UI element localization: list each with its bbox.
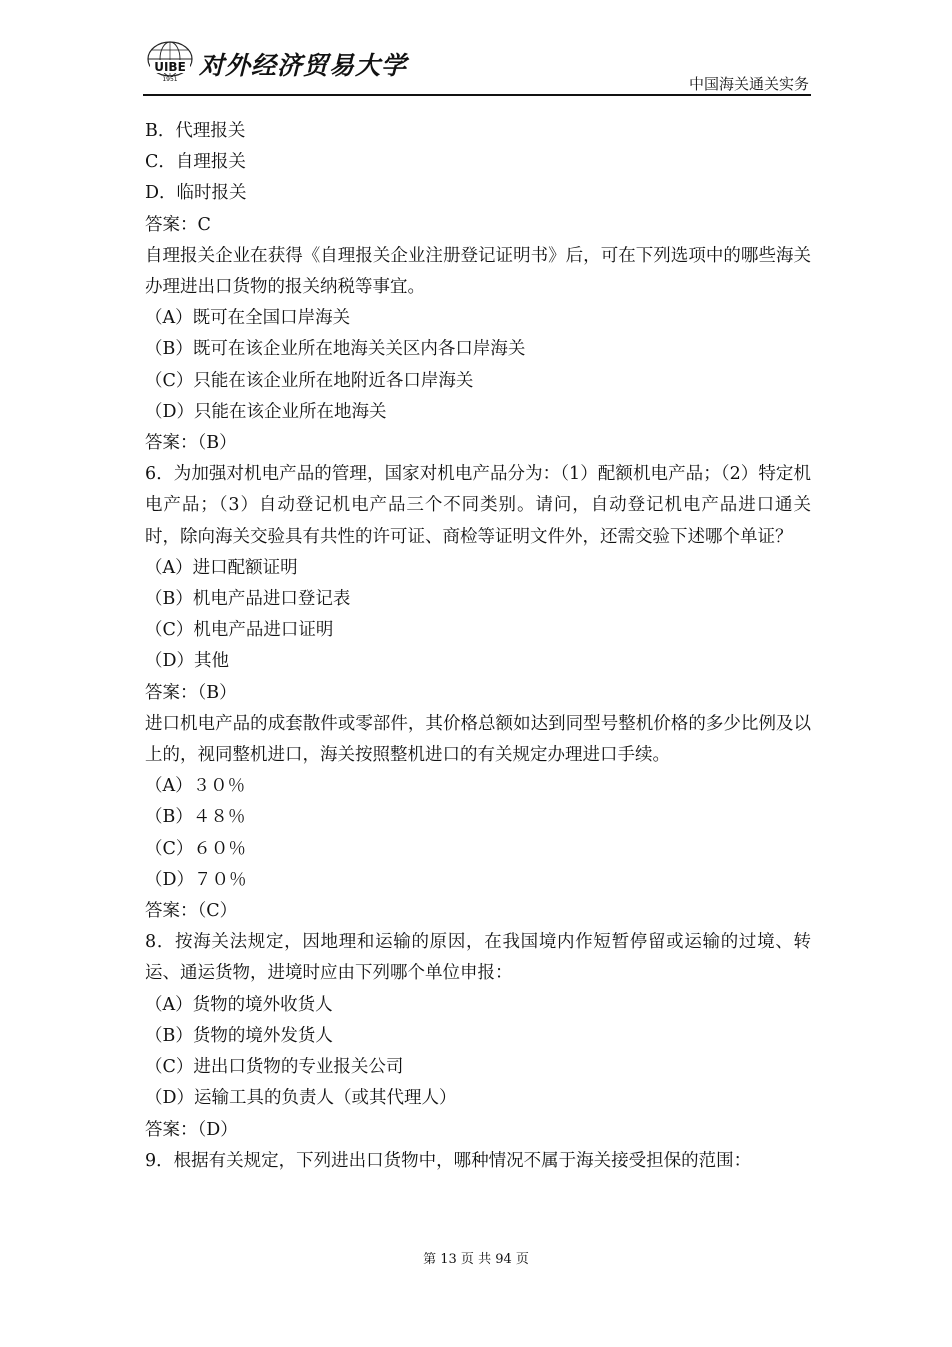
option-line: （A）货物的境外收货人 [145, 994, 333, 1015]
option-line: （C）进出口货物的专业报关公司 [145, 1057, 404, 1078]
option-line: （D）７０％ [145, 869, 247, 890]
question-text: 9．根据有关规定，下列进出口货物中，哪种情况不属于海关接受担保的范围： [145, 1150, 752, 1171]
page-header [143, 36, 811, 96]
svg-text:UIBE: UIBE [154, 60, 186, 74]
option-line: （D）只能在该企业所在地海关 [145, 401, 387, 422]
answer-line: 答案：（B） [145, 433, 237, 454]
option-line: （D）其他 [145, 651, 230, 672]
answer-line: 答案：（B） [145, 682, 237, 703]
option-line: （C）机电产品进口证明 [145, 620, 334, 641]
option-line: （B）机电产品进口登记表 [145, 589, 351, 610]
svg-text:1951: 1951 [162, 76, 178, 83]
answer-line: 答案：（D） [145, 1119, 238, 1140]
option-line: （B）货物的境外发货人 [145, 1025, 333, 1046]
option-line: （C）只能在该企业所在地附近各口岸海关 [145, 370, 474, 391]
question-text: 8．按海关法规定，因地理和运输的原因，在我国境内作短暂停留或运输的过境、转运、通运货物，进境时应由下列哪个单位申报： [145, 932, 811, 984]
option-line: （C）６０％ [145, 838, 246, 859]
option-line: （A）３０％ [145, 776, 246, 797]
question-text: 6．为加强对机电产品的管理，国家对机电产品分为：（1）配额机电产品；（2）特定机电产品；（3）自动登记机电产品三个不同类别。请问，自动登记机电产品进口通关时，除向海关交验具有共性的许可证、商检等证明文件外，还需交验下述哪个单证？ [145, 464, 811, 547]
page-content [145, 116, 811, 1177]
university-name: 对外经济贸易大学 [199, 51, 408, 80]
option-line: （A）进口配额证明 [145, 557, 298, 578]
option-line: C．自理报关 [145, 152, 246, 173]
answer-line: 答案：C [145, 214, 211, 235]
page-footer: 第 13 页 共 94 页 [423, 1252, 529, 1267]
answer-line: 答案：（C） [145, 901, 238, 922]
option-line: （B）４８％ [145, 807, 246, 828]
question-text: 进口机电产品的成套散件或零部件，其价格总额如达到同型号整机价格的多少比例及以上的，视同整机进口，海关按照整机进口的有关规定办理进口手续。 [145, 713, 811, 766]
document-title: 中国海关通关实务 [688, 75, 809, 93]
question-text: 自理报关企业在获得《自理报关企业注册登记证明书》后，可在下列选项中的哪些海关办理进出口货物的报关纳税等事宜。 [145, 245, 811, 298]
option-line: B．代理报关 [145, 121, 246, 141]
university-logo [143, 38, 197, 84]
option-line: （D）运输工具的负责人（或其代理人） [145, 1088, 457, 1109]
option-line: （B）既可在该企业所在地海关关区内各口岸海关 [145, 339, 526, 360]
option-line: D．临时报关 [145, 183, 247, 204]
option-line: （A）既可在全国口岸海关 [145, 308, 351, 329]
